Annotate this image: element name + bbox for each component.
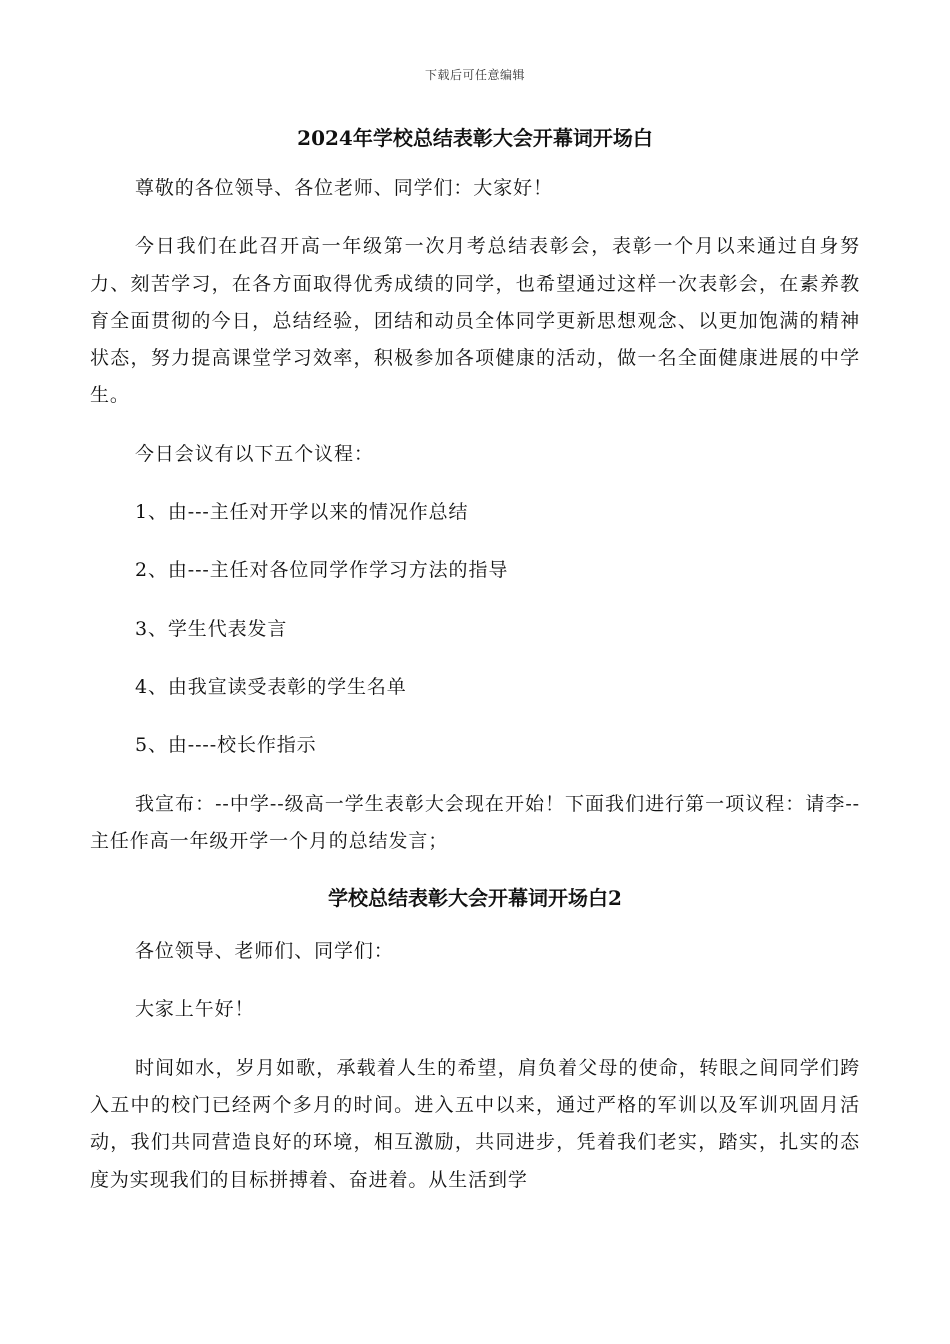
agenda-item-5: 5、由----校长作指示: [135, 734, 317, 757]
agenda-intro: 今日会议有以下五个议程：: [135, 442, 374, 465]
section1-intro-paragraph: 今日我们在此召开高一年级第一次月考总结表彰会，表彰一个月以来通过自身努力、刻苦学习，在各方面取得优秀成绩的同学，也希望通过这样一次表彰会，在素养教育全面贯彻的今日，总结经验，团结和动员全体同学更新思想观念、以更加饱满的精神状态，努力提高课堂学习效率，积极参加各项健康的活动，做一名全面健康进展的中学生。: [90, 235, 860, 407]
section1-greeting: 尊敬的各位领导、各位老师、同学们：大家好！: [135, 177, 553, 199]
document-body: [90, 120, 860, 1199]
agenda-item-4: 4、由我宣读受表彰的学生名单: [135, 675, 407, 698]
section2-greeting: 各位领导、老师们、同学们：: [135, 940, 394, 963]
announcement-paragraph: 我宣布：--中学--级高一学生表彰大会现在开始！下面我们进行第一项议程：请李--主任作高一年级开学一个月的总结发言；: [90, 792, 860, 852]
section2-title: 学校总结表彰大会开幕词开场白2: [328, 886, 622, 911]
section2-good-morning: 大家上午好！: [135, 998, 255, 1021]
agenda-item-1: 1、由---主任对开学以来的情况作总结: [135, 501, 469, 524]
agenda-item-2: 2、由---主任对各位同学作学习方法的指导: [135, 559, 509, 582]
agenda-item-3: 3、学生代表发言: [135, 617, 288, 640]
section2-body-paragraph: 时间如水，岁月如歌，承载着人生的希望，肩负着父母的使命，转眼之间同学们跨入五中的校门已经两个多月的时间。进入五中以来，通过严格的军训以及军训巩固月活动，我们共同营造良好的环境，相互激励，共同进步，凭着我们老实，踏实，扎实的态度为实现我们的目标拼搏着、奋进着。从生活到学: [90, 1056, 860, 1191]
header-note: 下载后可任意编辑: [424, 68, 525, 82]
section1-title: 2024年学校总结表彰大会开幕词开场白: [297, 126, 653, 150]
